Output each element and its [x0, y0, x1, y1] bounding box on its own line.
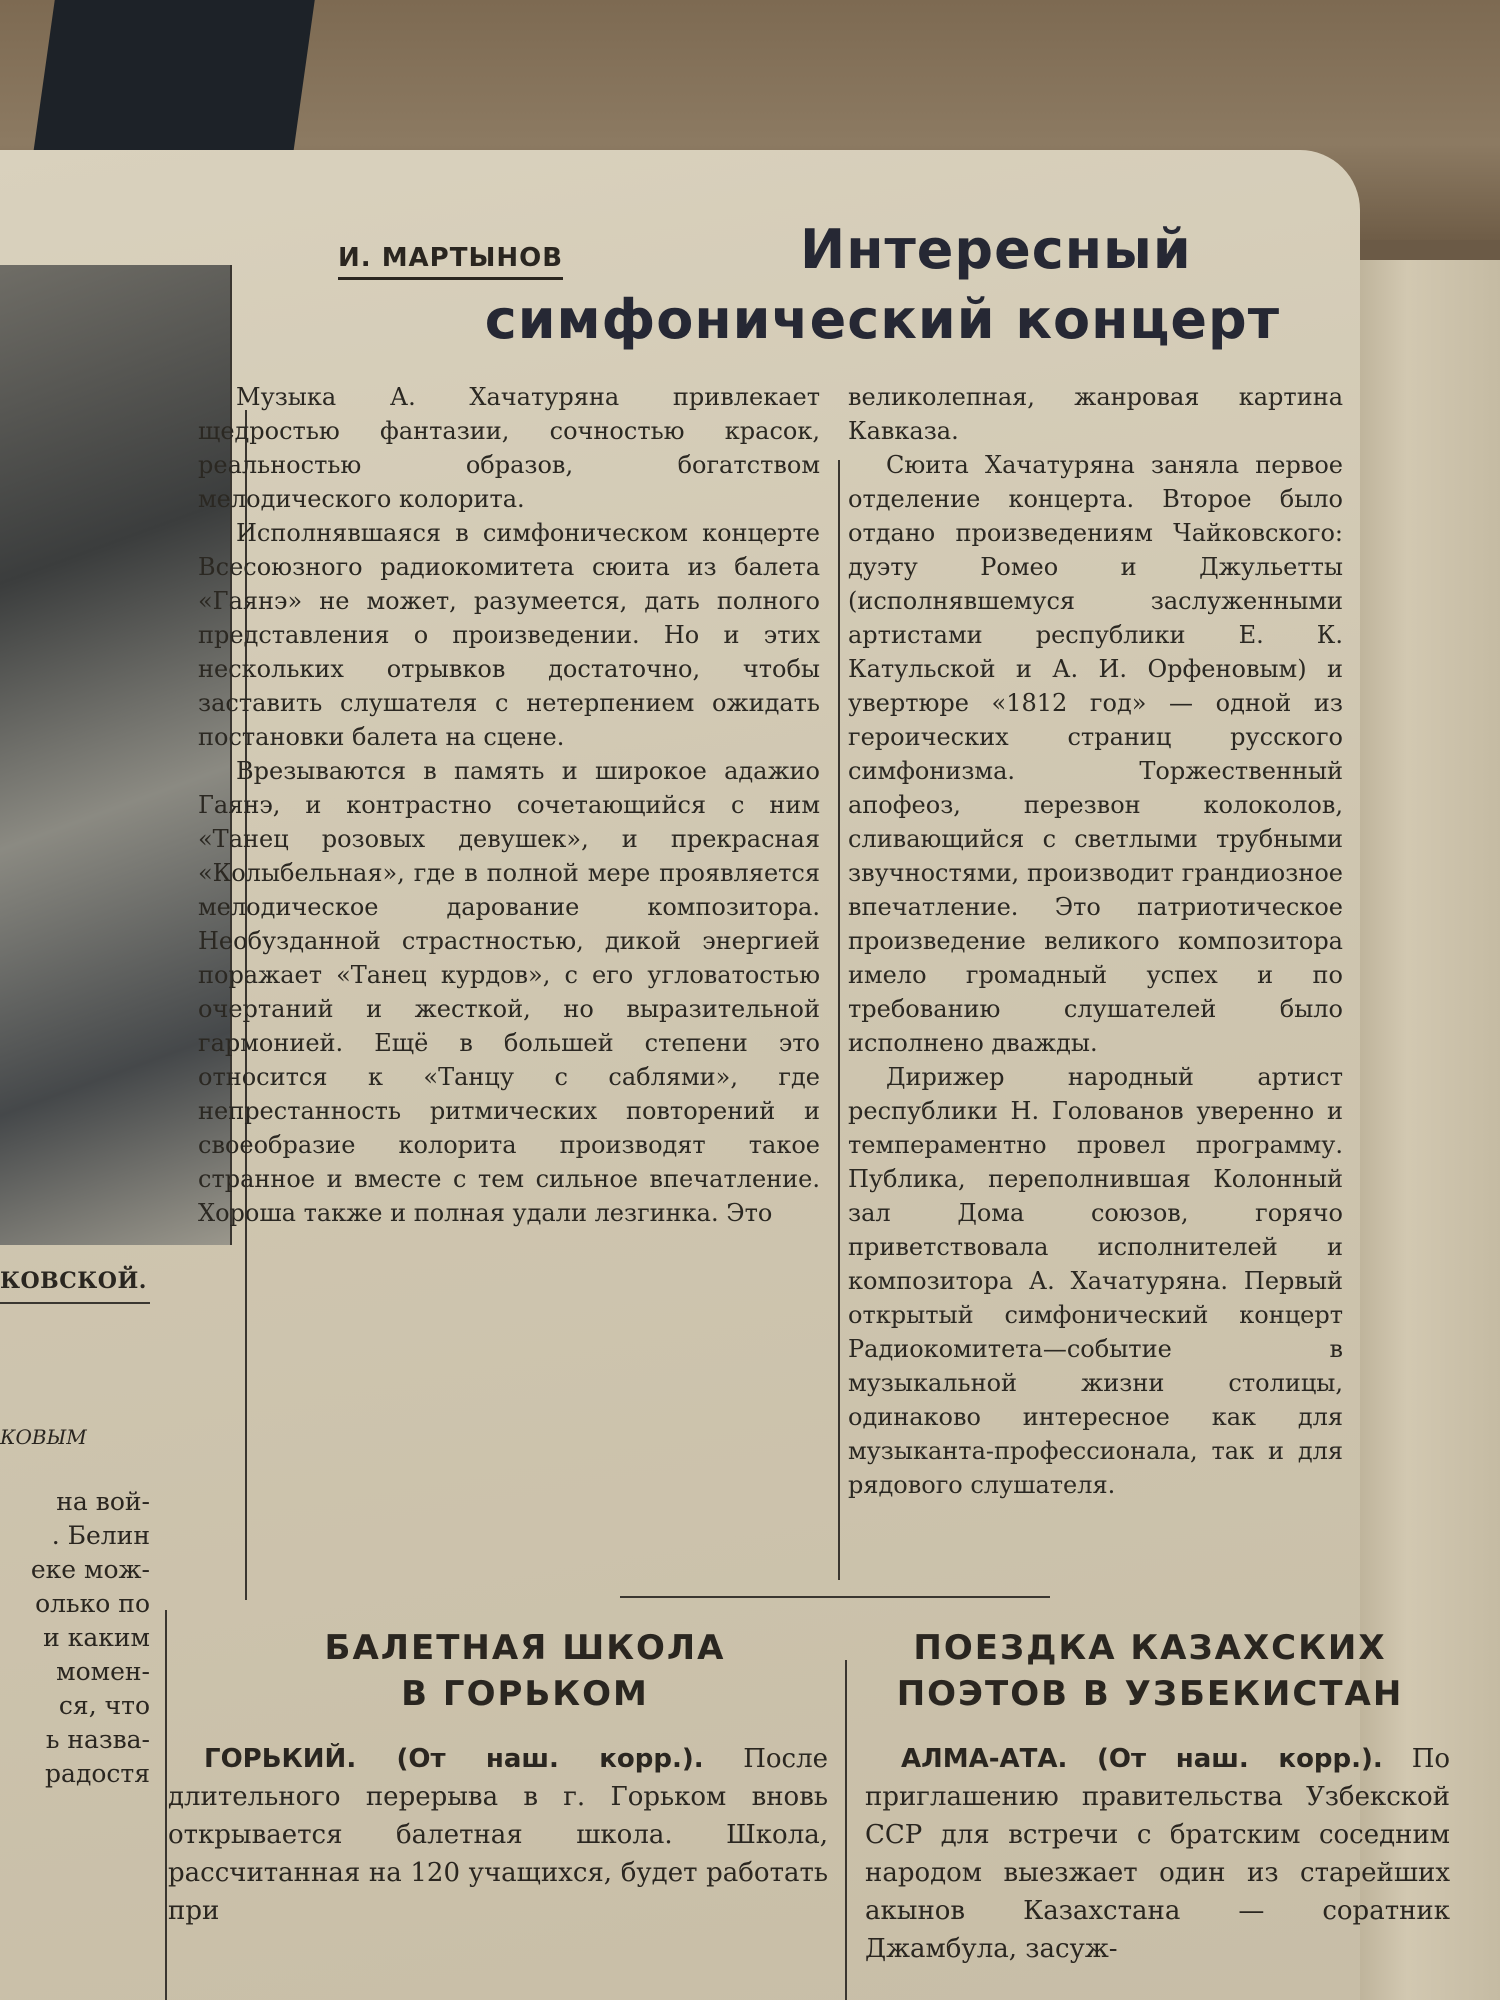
left-line: ся, что	[58, 1691, 150, 1720]
left-line: на вой-	[56, 1487, 150, 1516]
section-divider	[620, 1596, 1050, 1598]
ballet-article	[168, 1740, 828, 1930]
paragraph	[168, 1740, 828, 1930]
column-rule	[165, 1610, 167, 2000]
headline-line: симфонический концерт	[484, 288, 1280, 351]
headline-line: В ГОРЬКОМ	[401, 1674, 649, 1714]
dateline: ГОРЬКИЙ. (От наш. корр.).	[204, 1744, 704, 1774]
paragraph: Сюита Хачатуряна заняла первое отделение концерта. Второе было отдано произведениям Чайковского: дуэту Ромео и Джульетты (исполнявшемуся заслуженными артистами республики Е. К. Катульской и А. И. Орфеновым) и увертюре «1812 год» — одной из героических страниц русского симфонизма. Торжественный апофеоз, перезвон колоколов, сливающийся с светлыми трубными звучностями, производит грандиозное впечатление. Это патриотическое произведение великого композитора имело громадный успех и по требованию слушателей было исполнено дважды.	[848, 451, 1343, 1057]
left-subheading: КОВЫМ	[0, 1425, 87, 1449]
next-page-edge	[1345, 260, 1500, 2000]
ballet-headline	[210, 1625, 840, 1717]
photo-caption: КОВСКОЙ.	[0, 1268, 150, 1304]
left-line: момен-	[56, 1657, 150, 1686]
article-headline	[360, 215, 1300, 355]
paragraph: великолепная, жанровая картина Кавказа.	[848, 383, 1343, 445]
column-rule	[838, 460, 840, 1580]
left-line: радостя	[45, 1759, 150, 1788]
headline-line: Интересный	[800, 218, 1192, 281]
left-line: олько по	[35, 1589, 150, 1618]
paragraph: Дирижер народный артист республики Н. Голованов уверенно и темпераментно провел программу. Публика, переполнившая Колонный зал Дома союзов, горячо приветствовала исполнителей и композитора А. Хачатуряна. Первый открытый симфонический концерт Радиокомитета—событие в музыкальной жизни столицы, одинаково интересное как для музыканта-профессионала, так и для рядового слушателя.	[848, 1063, 1343, 1499]
left-line: . Белин	[51, 1521, 150, 1550]
column-rule	[845, 1660, 847, 2000]
article-text: После длительного перерыва в г. Горьком вновь открывается балетная школа. Школа, рассчитанная на 120 учащихся, будет работать при	[168, 1744, 828, 1926]
dateline: АЛМА-АТА. (От наш. корр.).	[901, 1744, 1383, 1774]
paragraph	[865, 1740, 1450, 1968]
poets-article	[865, 1740, 1450, 1968]
paragraph: Музыка А. Хачатуряна привлекает щедростью фантазии, сочностью красок, реальностью образов, богатством мелодического колорита.	[198, 383, 820, 513]
paragraph: Врезываются в память и широкое адажио Гаянэ, и контрастно сочетающийся с ним «Танец розовых девушек», и прекрасная «Колыбельная», где в полной мере проявляется мелодическое дарование композитора. Необузданной страстностью, дикой энергией поражает «Танец курдов», с его угловатостью очертаний и жесткой, но выразительной гармонией. Ещё в большей степени это относится к «Танцу с саблями», где непрестанность ритмических повторений и своеобразие колорита производят такое странное и вместе с тем сильное впечатление. Хороша также и полная удали лезгинка. Это	[198, 757, 820, 1227]
headline-line: ПОЕЗДКА КАЗАХСКИХ	[913, 1628, 1387, 1668]
left-line: еке мож-	[30, 1555, 150, 1584]
poets-headline	[860, 1625, 1440, 1717]
headline-line: ПОЭТОВ В УЗБЕКИСТАН	[896, 1674, 1404, 1714]
byline: И. МАРТЫНОВ	[338, 243, 563, 280]
headline-line: БАЛЕТНАЯ ШКОЛА	[324, 1628, 726, 1668]
article-column-b	[848, 380, 1343, 1590]
article-text: По приглашению правительства Узбекской ССР для встречи с братским соседним народом выезжает один из старейших акынов Казахстана — соратник Джамбула, засуж-	[865, 1744, 1451, 1964]
left-column-text	[0, 1485, 150, 1791]
article-column-a	[198, 380, 820, 1590]
left-line: ь назва-	[45, 1725, 150, 1754]
left-line: и каким	[43, 1623, 150, 1652]
paragraph: Исполнявшаяся в симфоническом концерте Всесоюзного радиокомитета сюита из балета «Гаянэ» не может, разумеется, дать полного представления о произведении. Но и этих нескольких отрывков достаточно, чтобы заставить слушателя с нетерпением ожидать постановки балета на сцене.	[198, 519, 820, 751]
